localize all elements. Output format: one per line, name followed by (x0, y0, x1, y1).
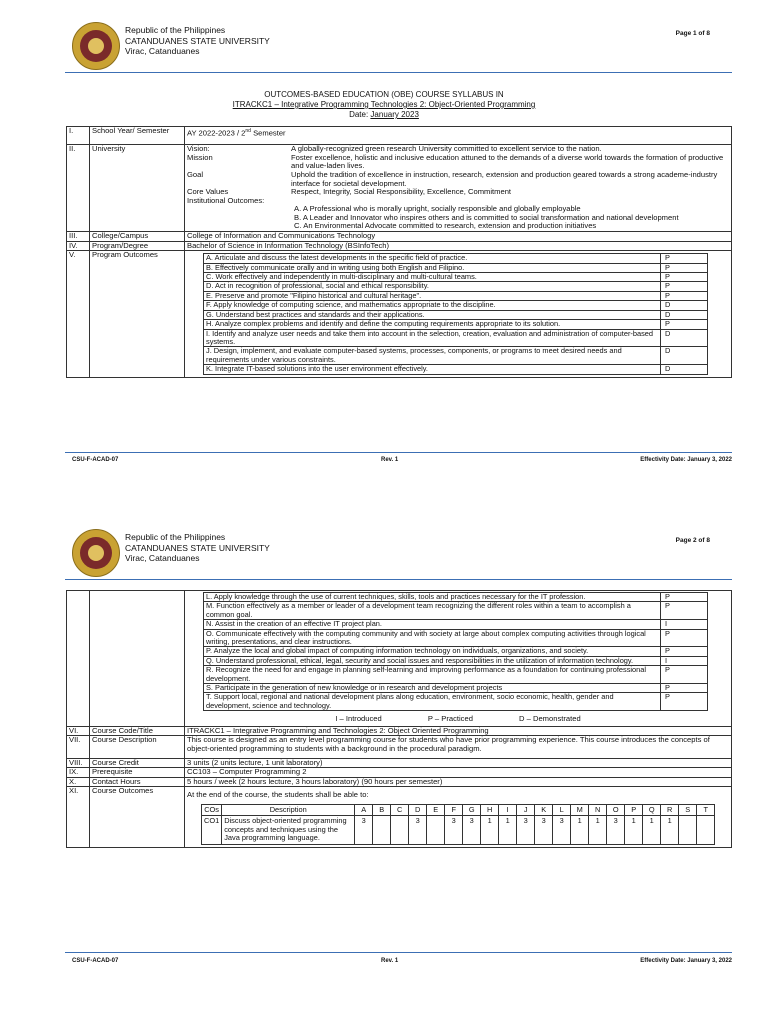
outcome-row (204, 629, 708, 647)
co-header-cell: I (499, 805, 517, 816)
co-header-cell: T (697, 805, 715, 816)
co-header-row (202, 805, 715, 816)
outcome-text: I. Identify and analyze user needs and take them into account in the selection, creation, evaluation and administration of computer-based systems. (204, 329, 661, 347)
co-header-cell: G (463, 805, 481, 816)
form-code: CSU-F-ACAD-07 (72, 457, 119, 463)
page-number: Page 1 of 8 (675, 30, 710, 37)
effectivity-date: Effectivity Date: January 3, 2022 (640, 958, 732, 964)
level-legend: I – Introduced P – Practiced D – Demonstrated (335, 714, 581, 724)
co-mapping-cell (391, 816, 409, 844)
header-rule (65, 72, 732, 73)
co-header-cell: K (535, 805, 553, 816)
page-number: Page 2 of 8 (675, 537, 710, 544)
outcome-level: P (661, 602, 708, 620)
outcome-level: P (661, 263, 708, 272)
outcome-text: A. Articulate and discuss the latest developments in the specific field of practice. (204, 254, 661, 263)
co-mapping-cell: 1 (589, 816, 607, 844)
outcome-text: T. Support local, regional and national development plans along education, environment, socio economic, health, gender and development, science and technology. (204, 693, 661, 711)
outcome-text: B. Effectively communicate orally and in writing using both English and Filipino. (204, 263, 661, 272)
co-header-cell: H (481, 805, 499, 816)
footer-rule (65, 452, 732, 453)
co-header-cell: Q (643, 805, 661, 816)
outcome-text: D. Act in recognition of professional, social and ethical responsibility. (204, 282, 661, 291)
outcome-row (204, 347, 708, 365)
program-outcomes-table-cont (203, 592, 708, 711)
letterhead: Republic of the Philippines CATANDUANES STATE UNIVERSITY Virac, Catanduanes (125, 532, 270, 563)
co-header-cell: A (355, 805, 373, 816)
outcome-level: P (661, 693, 708, 711)
university-seal-icon (72, 22, 120, 70)
outcome-level: P (661, 629, 708, 647)
co-mapping-cell: 1 (481, 816, 499, 844)
co-mapping-cell: 3 (607, 816, 625, 844)
effectivity-date: Effectivity Date: January 3, 2022 (640, 457, 732, 463)
co-description: Discuss object-oriented programming concepts and techniques using the Java programming language. (222, 816, 355, 844)
outcome-text: F. Apply knowledge of computing science, and mathematics appropriate to the discipline. (204, 301, 661, 310)
co-header-cell: B (373, 805, 391, 816)
outcome-level: D (661, 301, 708, 310)
outcome-row (204, 254, 708, 263)
outcome-text: O. Communicate effectively with the computing community and with society at large about complex computing activities through logical writing, presentations, and clear instructions. (204, 629, 661, 647)
row-school-year: I. School Year/ Semester AY 2022-2023 / 2nd Semester (67, 127, 732, 145)
row-program-outcomes: V. Program Outcomes A. Articulate and discuss the latest developments in the specific field of practice. P B. Effectively communicate orally and in writing using both English and Filipino. P C. Work effectively and independently in multi-disciplinary and multi-cultural teams. P D. Act in recognition of professional, social and ethical responsibility. P E. Preserve and promote "Filipino historical and cultural heritage". P F. Apply knowledge of computing science, and mathematics appropriate to the discipline. D G. Understand best practices and standards and their applications. D H. Analyze complex problems and identify and define the computing requirements appropriate to its solution. P I. Identify and analyze user needs and take them into account in the selection, creation, evaluation and administration of computer-based systems. D J. Design, implement, and evaluate computer-based systems, processes, components, or programs to meet desired needs and requirements under various constraints. D K. Integrate IT-based solutions into the user environment effectively. D (67, 251, 732, 377)
outcome-level: D (661, 310, 708, 319)
outcome-row (204, 282, 708, 291)
form-code: CSU-F-ACAD-07 (72, 958, 119, 964)
co-header-cell: R (661, 805, 679, 816)
outcome-row (204, 301, 708, 310)
outcome-level: I (661, 620, 708, 629)
syllabus-title: OUTCOMES-BASED EDUCATION (OBE) COURSE SYLLABUS IN ITRACKC1 – Integrative Programming Technologies 2: Object-Oriented Programming Date: January 2023 (232, 90, 536, 119)
co-header-cell: M (571, 805, 589, 816)
page-1 (0, 0, 768, 480)
co-mapping-cell: 1 (625, 816, 643, 844)
outcome-text: R. Recognize the need for and engage in planning self-learning and improving performance as a foundation for continuing professional development. (204, 666, 661, 684)
revision: Rev. 1 (381, 958, 399, 964)
outcome-row (204, 602, 708, 620)
outcome-level: P (661, 282, 708, 291)
co-mapping-cell (373, 816, 391, 844)
co-header-cell: S (679, 805, 697, 816)
co-header-cell: Description (222, 805, 355, 816)
co-mapping-cell (679, 816, 697, 844)
outcome-level: P (661, 273, 708, 282)
outcome-level: P (661, 666, 708, 684)
page-2 (0, 507, 768, 987)
co-row (202, 816, 715, 844)
outcome-text: N. Assist in the creation of an effective IT project plan. (204, 620, 661, 629)
revision: Rev. 1 (381, 457, 399, 463)
row-course-credit: VIII. Course Credit 3 units (2 units lecture, 1 unit laboratory) (67, 758, 732, 768)
co-mapping-cell: 3 (553, 816, 571, 844)
outcome-text: L. Apply knowledge through the use of current techniques, skills, tools and practices necessary for the IT profession. (204, 593, 661, 602)
outcome-text: E. Preserve and promote "Filipino historical and cultural heritage". (204, 291, 661, 300)
outcome-level: P (661, 647, 708, 656)
row-course-description: VII. Course Description This course is designed as an entry level programming course for students who have prior programming experience. This course introduces the concepts of object-oriented programming to students with a background in the procedural paradigm. (67, 736, 732, 758)
course-outcomes-matrix (201, 804, 715, 845)
outcome-text: Q. Understand professional, ethical, legal, security and social issues and responsibilities in the utilization of information technology. (204, 656, 661, 665)
outcome-row (204, 320, 708, 329)
co-header-cell: E (427, 805, 445, 816)
header-rule (65, 579, 732, 580)
co-mapping-cell: 1 (661, 816, 679, 844)
outcome-level: D (661, 329, 708, 347)
university-seal-icon (72, 529, 120, 577)
co-header-cell: F (445, 805, 463, 816)
co-header-cell: P (625, 805, 643, 816)
outcome-text: C. Work effectively and independently in multi-disciplinary and multi-cultural teams. (204, 273, 661, 282)
outcome-level: P (661, 254, 708, 263)
outcome-text: G. Understand best practices and standards and their applications. (204, 310, 661, 319)
co-header-cell: O (607, 805, 625, 816)
outcome-row (204, 329, 708, 347)
program-outcomes-table (203, 253, 708, 374)
outcome-text: H. Analyze complex problems and identify and define the computing requirements appropriate to its solution. (204, 320, 661, 329)
co-id: CO1 (202, 816, 222, 844)
co-mapping-cell: 3 (463, 816, 481, 844)
co-mapping-cell: 3 (355, 816, 373, 844)
outcome-level: P (661, 320, 708, 329)
outcome-row (204, 365, 708, 374)
outcome-text: M. Function effectively as a member or leader of a development team recognizing the different roles within a team to accomplish a common goal. (204, 602, 661, 620)
footer-rule (65, 952, 732, 953)
row-program: IV. Program/Degree Bachelor of Science in Information Technology (BSInfoTech) (67, 241, 732, 251)
outcome-row (204, 647, 708, 656)
outcome-level: P (661, 291, 708, 300)
outcome-text: K. Integrate IT-based solutions into the user environment effectively. (204, 365, 661, 374)
outcome-text: S. Participate in the generation of new knowledge or in research and development projects (204, 684, 661, 693)
outcome-text: P. Analyze the local and global impact of computing information technology on individuals, organizations, and society. (204, 647, 661, 656)
row-university: II. University Vision: A globally-recognized green research University committed to excellent service to the nation. Mission Foster excellence, holistic and inclusive education attuned to the demands of a diverse world towards the formation of productive and value-laden lives. Goal Uphold the tradition of excellence in instruction, research, extension and production geared towards a strong academe-industry interface for societal development. Core Values Respect, Integrity, Social Responsibility, Excellence, Commitment Institutional Outcomes: A. A Professional who is morally upright, socially responsible and globally employable B. A Leader and Innovator who inspires others and is committed to social transformation and national development C. An Environmental Advocate committed to research, extension and production initiatives (67, 145, 732, 232)
outcome-level: P (661, 684, 708, 693)
co-mapping-cell: 1 (643, 816, 661, 844)
row-college: III. College/Campus College of Information and Communications Technology (67, 232, 732, 242)
co-mapping-cell: 3 (535, 816, 553, 844)
outcome-level: I (661, 656, 708, 665)
co-header-cell: C (391, 805, 409, 816)
outcome-level: D (661, 347, 708, 365)
syllabus-table-page1 (66, 126, 732, 378)
outcome-level: D (661, 365, 708, 374)
row-contact-hours: X. Contact Hours 5 hours / week (2 hours lecture, 3 hours laboratory) (90 hours per semester) (67, 777, 732, 787)
co-mapping-cell: 1 (571, 816, 589, 844)
row-prerequisite: IX. Prerequisite CC103 – Computer Programming 2 (67, 768, 732, 778)
outcome-level: P (661, 593, 708, 602)
co-mapping-cell: 3 (409, 816, 427, 844)
co-header-cell: COs (202, 805, 222, 816)
outcome-row (204, 620, 708, 629)
co-mapping-cell: 1 (499, 816, 517, 844)
co-mapping-cell: 3 (445, 816, 463, 844)
co-header-cell: L (553, 805, 571, 816)
letterhead: Republic of the Philippines CATANDUANES STATE UNIVERSITY Virac, Catanduanes (125, 25, 270, 56)
co-mapping-cell (427, 816, 445, 844)
row-program-outcomes-cont (67, 591, 732, 727)
co-mapping-cell (697, 816, 715, 844)
outcome-row (204, 666, 708, 684)
row-course-outcomes: XI. Course Outcomes At the end of the course, the students shall be able to: COs Description A B C D E F G H I J K L M N O P Q R S T CO1 Discuss object-oriented programming concepts and techniques using the Java programming language. 3 3 3 3 1 1 3 3 3 1 1 3 1 1 1 (67, 787, 732, 847)
syllabus-table-page2 (66, 590, 732, 848)
co-mapping-cell: 3 (517, 816, 535, 844)
outcome-row (204, 693, 708, 711)
co-header-cell: J (517, 805, 535, 816)
co-header-cell: N (589, 805, 607, 816)
row-course-code: VI. Course Code/Title ITRACKC1 – Integrative Programming and Technologies 2: Object Oriented Programming (67, 726, 732, 736)
co-header-cell: D (409, 805, 427, 816)
university-info: Vision: A globally-recognized green research University committed to excellent service to the nation. Mission Foster excellence, holistic and inclusive education attuned to the demands of a diverse world towards the formation of productive and value-laden lives. Goal Uphold the tradition of excellence in instruction, research, extension and production geared towards a strong academe-industry interface for societal development. Core Values Respect, Integrity, Social Responsibility, Excellence, Commitment Institutional Outcomes: A. A Professional who is morally upright, socially responsible and globally employable B. A Leader and Innovator who inspires others and is committed to social transformation and national development C. An Environmental Advocate committed to research, extension and production initiatives (187, 144, 724, 231)
outcome-text: J. Design, implement, and evaluate computer-based systems, processes, components, or programs to meet desired needs and requirements under various constraints. (204, 347, 661, 365)
